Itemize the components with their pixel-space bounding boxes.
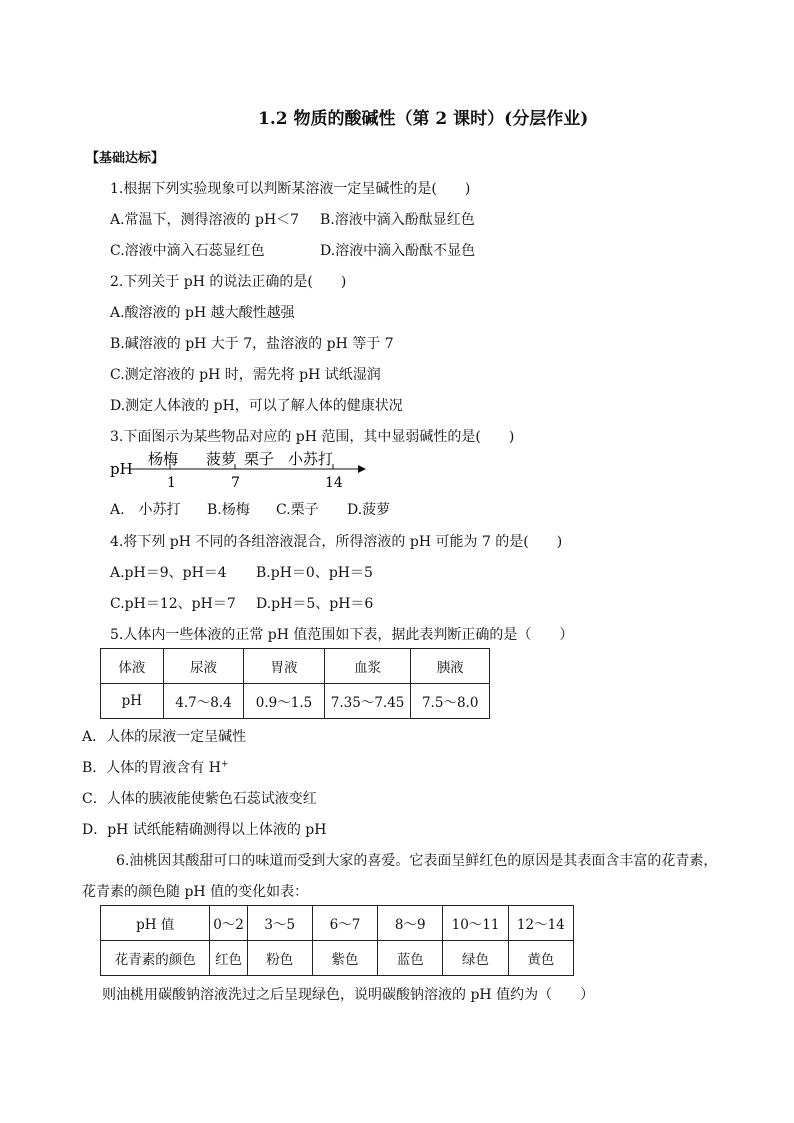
q5-option-b-superscript: + [220,759,229,770]
q5-option-b-text: B．人体的胃液含有 H [82,760,221,776]
q1-option-d: D.溶液中滴入酚酞不显色 [320,243,476,259]
table-cell: 胰液 [411,649,490,684]
table-row [101,649,490,684]
q3-option-d: D.菠萝 [347,502,391,518]
ph-scale-tick-label-7: 7 [231,475,240,490]
table-cell: 绿色 [443,941,508,976]
table-cell: 10～11 [443,906,508,941]
q3-option-c: C.栗子 [276,502,319,518]
q3-option-b: B.杨梅 [207,502,250,518]
q4-option-c: C.pH＝12、pH＝7 [110,596,236,612]
q6-tail: 则油桃用碳酸钠溶液洗过之后呈现绿色，说明碳酸钠溶液的 pH 值约为（ ） [102,987,595,1003]
table-row [101,941,574,976]
table-row [101,906,574,941]
table-cell: 8～9 [378,906,443,941]
q5-stem: 5.人体内一些体液的正常 pH 值范围如下表，据此表判断正确的是（ ） [110,627,574,643]
table-cell: 蓝色 [378,941,443,976]
table-cell: 尿液 [163,649,244,684]
q4-option-d: D.pH＝5、pH＝6 [256,596,374,612]
table-cell: 花青素的颜色 [101,941,210,976]
table-row [101,684,490,719]
q4-option-b: B.pH＝0、pH＝5 [256,565,373,581]
anthocyanin-color-table [100,905,574,976]
ph-scale-arrow [358,465,366,473]
q6-stem-line-1: 6.油桃因其酸甜可口的味道而受到大家的喜爱。它表面呈鲜红色的原因是其表面含丰富的花青素， [116,853,718,869]
table-cell: pH [101,684,164,719]
q3-stem: 3.下面图示为某些物品对应的 pH 范围，其中显弱碱性的是( ) [110,429,515,445]
ph-scale-tick-label-14: 14 [325,475,343,490]
q3-option-a: A. 小苏打 [110,502,181,518]
table-cell: 粉色 [247,941,312,976]
table-cell: 4.7～8.4 [163,684,244,719]
q5-option-b [82,757,229,777]
q6-stem-line-2: 花青素的颜色随 pH 值的变化如表： [82,884,309,900]
section-heading: 【基础达标】 [86,151,165,166]
table-cell: 胃液 [244,649,325,684]
body-fluid-ph-table [100,648,490,719]
q5-option-a: A．人体的尿液一定呈碱性 [82,729,247,745]
ph-scale-axis-label: pH [110,460,133,478]
ph-scale-tick-label-1: 1 [167,475,176,490]
q1-option-a: A.常温下，测得溶液的 pH＜7 [110,212,300,228]
ph-scale-diagram [108,450,378,490]
table-cell: 血浆 [324,649,411,684]
table-cell: 体液 [101,649,164,684]
ph-scale-item-yangmei: 杨梅 [148,450,179,468]
ph-scale-item-boluo: 菠萝 [206,450,237,468]
table-cell: 0～2 [210,906,247,941]
q5-option-c: C．人体的胰液能使紫色石蕊试液变红 [82,791,317,807]
q2-option-c: C.测定溶液的 pH 时，需先将 pH 试纸湿润 [110,367,381,383]
table-cell: 6～7 [312,906,377,941]
q1-option-b: B.溶液中滴入酚酞显红色 [320,212,475,228]
table-cell: 12～14 [508,906,573,941]
q2-stem: 2.下列关于 pH 的说法正确的是( ) [110,274,347,290]
q2-option-a: A.酸溶液的 pH 越大酸性越强 [110,305,295,321]
table-cell: 3～5 [247,906,312,941]
q4-option-a: A.pH＝9、pH＝4 [110,565,227,581]
ph-scale-item-xiaosuda: 小苏打 [288,450,334,468]
table-cell: 红色 [210,941,247,976]
q1-stem: 1.根据下列实验现象可以判断某溶液一定呈碱性的是( ) [110,181,471,197]
table-cell: 黄色 [508,941,573,976]
q2-option-b: B.碱溶液的 pH 大于 7，盐溶液的 pH 等于 7 [110,336,394,352]
table-cell: pH 值 [101,906,210,941]
page-title: 1.2 物质的酸碱性（第 2 课时）(分层作业) [258,109,589,129]
q2-option-d: D.测定人体液的 pH，可以了解人体的健康状况 [110,398,403,414]
q5-option-d: D．pH 试纸能精确测得以上体液的 pH [82,822,327,838]
q4-stem: 4.将下列 pH 不同的各组溶液混合，所得溶液的 pH 可能为 7 的是( ) [110,534,563,550]
table-cell: 紫色 [312,941,377,976]
q1-option-c: C.溶液中滴入石蕊显红色 [110,243,265,259]
table-cell: 7.5～8.0 [411,684,490,719]
table-cell: 7.35～7.45 [324,684,411,719]
table-cell: 0.9～1.5 [244,684,325,719]
ph-scale-item-lizi: 栗子 [244,450,275,468]
